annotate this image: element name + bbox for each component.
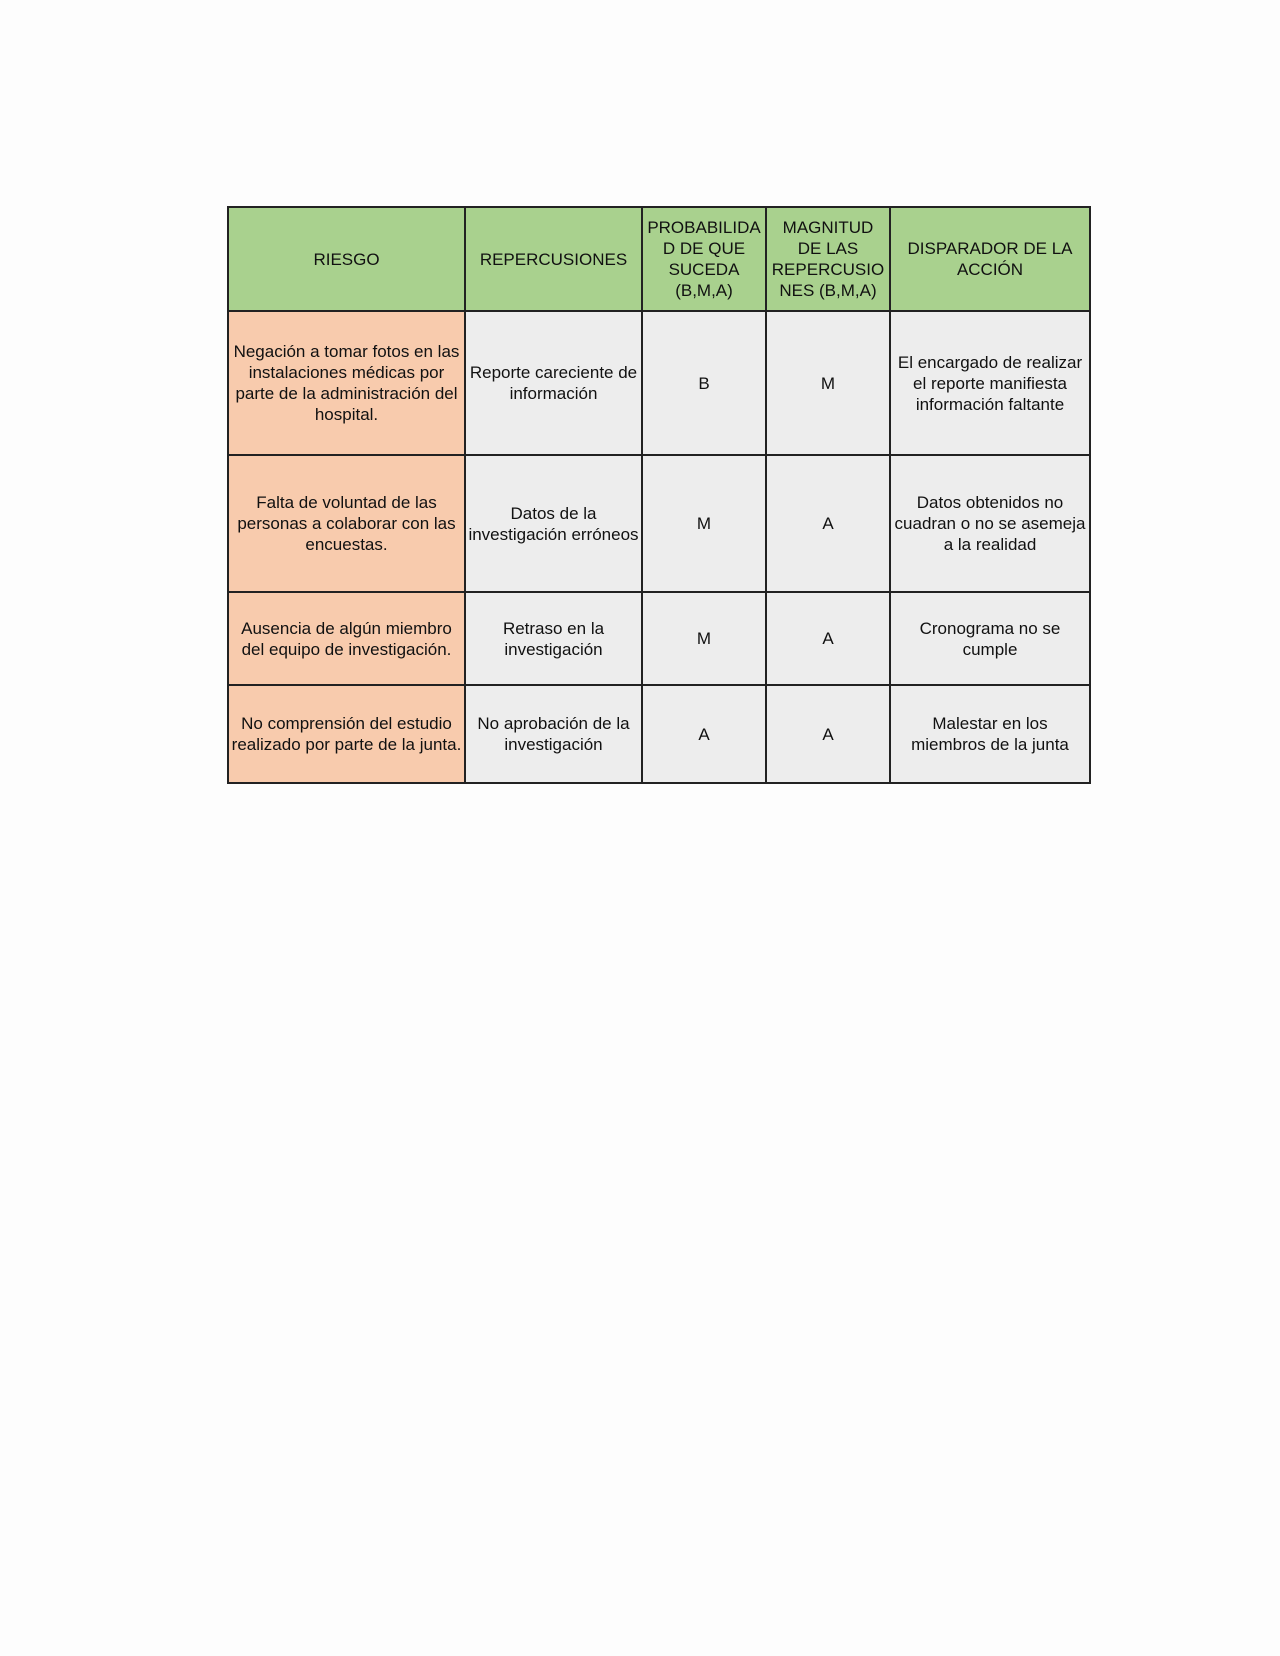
riesgo-cell: Ausencia de algún miembro del equipo de investigación.: [228, 592, 465, 685]
header-magnitud: MAGNITUD DE LAS REPERCUSIONES (B,M,A): [766, 207, 890, 311]
magnitud-cell: A: [766, 685, 890, 783]
header-disparador: DISPARADOR DE LA ACCIÓN: [890, 207, 1090, 311]
disparador-cell: El encargado de realizar el reporte manifiesta información faltante: [890, 311, 1090, 455]
probabilidad-cell: M: [642, 455, 766, 592]
magnitud-cell: A: [766, 455, 890, 592]
disparador-cell: Datos obtenidos no cuadran o no se asemeja a la realidad: [890, 455, 1090, 592]
header-repercusiones: REPERCUSIONES: [465, 207, 642, 311]
header-riesgo: RIESGO: [228, 207, 465, 311]
table-header-row: [228, 207, 1090, 311]
table-row: [228, 311, 1090, 455]
magnitud-cell: M: [766, 311, 890, 455]
disparador-cell: Cronograma no se cumple: [890, 592, 1090, 685]
table-row: [228, 685, 1090, 783]
probabilidad-cell: M: [642, 592, 766, 685]
risk-table: [227, 206, 1091, 784]
repercusiones-cell: Retraso en la investigación: [465, 592, 642, 685]
riesgo-cell: Falta de voluntad de las personas a colaborar con las encuestas.: [228, 455, 465, 592]
repercusiones-cell: Reporte careciente de información: [465, 311, 642, 455]
table-row: [228, 592, 1090, 685]
riesgo-cell: Negación a tomar fotos en las instalaciones médicas por parte de la administración del hospital.: [228, 311, 465, 455]
repercusiones-cell: No aprobación de la investigación: [465, 685, 642, 783]
probabilidad-cell: A: [642, 685, 766, 783]
table-row: [228, 455, 1090, 592]
repercusiones-cell: Datos de la investigación erróneos: [465, 455, 642, 592]
riesgo-cell: No comprensión del estudio realizado por parte de la junta.: [228, 685, 465, 783]
header-probabilidad: PROBABILIDAD DE QUE SUCEDA (B,M,A): [642, 207, 766, 311]
probabilidad-cell: B: [642, 311, 766, 455]
magnitud-cell: A: [766, 592, 890, 685]
disparador-cell: Malestar en los miembros de la junta: [890, 685, 1090, 783]
